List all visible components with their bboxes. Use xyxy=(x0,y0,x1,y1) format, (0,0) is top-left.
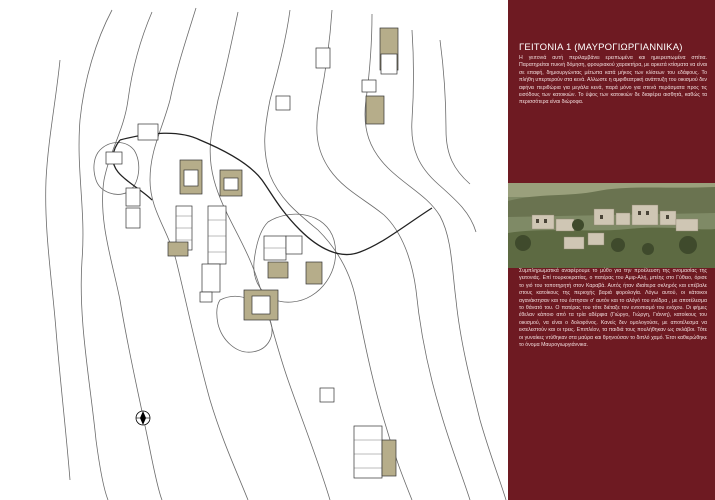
building xyxy=(106,152,122,164)
building xyxy=(362,80,376,92)
building xyxy=(168,242,188,256)
building xyxy=(200,292,212,302)
intro-paragraph: Η γειτονιά αυτή περιλαμβάνει ερειπωμένα και ημιερειπωμένα σπίτια. Παρατηρείται πυκνή δόμηση, φρουριακού χαρακτήρα, με αρκετά κτίσματα να είναι σε επαφή, δημιουργώντας μέτωπα κατά μήκος των κλίσεων του εδάφους. Το πλήθη υπερτερούν στα κενά. Αλλωστε η αμφιθεατρική ανάπτυξη του οικισμού δεν αφήνει περιθώρια για μεγάλα κενά, παρά μόνο για στενά περάσματα προς τις εισόδους των κατοικιών. Το ύψος των κατοικιών δε διαφέρει αισθητά, καθώς τα περισσότερα είναι διώροφα. xyxy=(519,55,707,106)
building xyxy=(276,96,290,110)
info-panel xyxy=(508,0,715,500)
building xyxy=(382,440,396,476)
building xyxy=(268,262,288,278)
building xyxy=(208,206,226,264)
building xyxy=(224,178,238,190)
building xyxy=(184,170,198,186)
village-photo-svg xyxy=(508,183,715,268)
building-footprints xyxy=(106,28,398,478)
building xyxy=(320,388,334,402)
building xyxy=(366,96,384,124)
building xyxy=(381,54,397,74)
building xyxy=(126,208,140,228)
section-title: ΓΕΙΤΟΝΙΑ 1 (ΜΑΥΡΟΓΙΩΡΓΙΑΝΝΙΚΑ) xyxy=(519,42,683,53)
village-photo xyxy=(508,183,715,268)
north-arrow-icon xyxy=(136,411,150,425)
building xyxy=(354,426,382,478)
building xyxy=(252,296,270,314)
building xyxy=(138,124,158,140)
building xyxy=(316,48,330,68)
history-paragraph: Συμπληρωματικά αναφέρουμε το μύθο για την προέλευση της ονομασίας της γειτονιάς. Επί τουρκοκρατίας, ο πατέρας του Αμιρ-Αλή, μπέης στο Γύθειο, όρισε το γιό του τοποτηρητή στον Καραβά. Αυτός ήταν ιδιαίτερα σκληρός και επέβαλε στους κατοίκους της περιοχής βαριά φορολογία. Λόγω αυτού, οι κάτοικοι αγανάκτησαν και του έστησαν σ' αυτόν και το αλόγό του ενέδρα , με αποτέλεσμα το θάνατό του. Ο πατέρας του τότε διέταξε τον εντοπισμό του ενόχου. Οι φήμες έθελαν κάποιο από τα τρία αδέρφια (Γιώργο, Γιώργη, Γιάννη), κατοίκους του οικισμού, να είναι ο δολοφόνος. Κανείς δεν ομολογούσε, με αποτέλεσμα να εκτελεστούν και οι τρεις. Επιπλέον, τα παιδιά τους πουλήθηκαν ως σκλάβοι. Τότε οι γυναίκες ντύθηκαν στα μαύρα και θρηνούσαν το διπλό χαμό. Έτσι καθιερώθηκε το όνομα Μαυρογιωργιάννικα. xyxy=(519,268,707,349)
building xyxy=(286,236,302,254)
building xyxy=(202,264,220,292)
building xyxy=(126,188,140,206)
building xyxy=(306,262,322,284)
